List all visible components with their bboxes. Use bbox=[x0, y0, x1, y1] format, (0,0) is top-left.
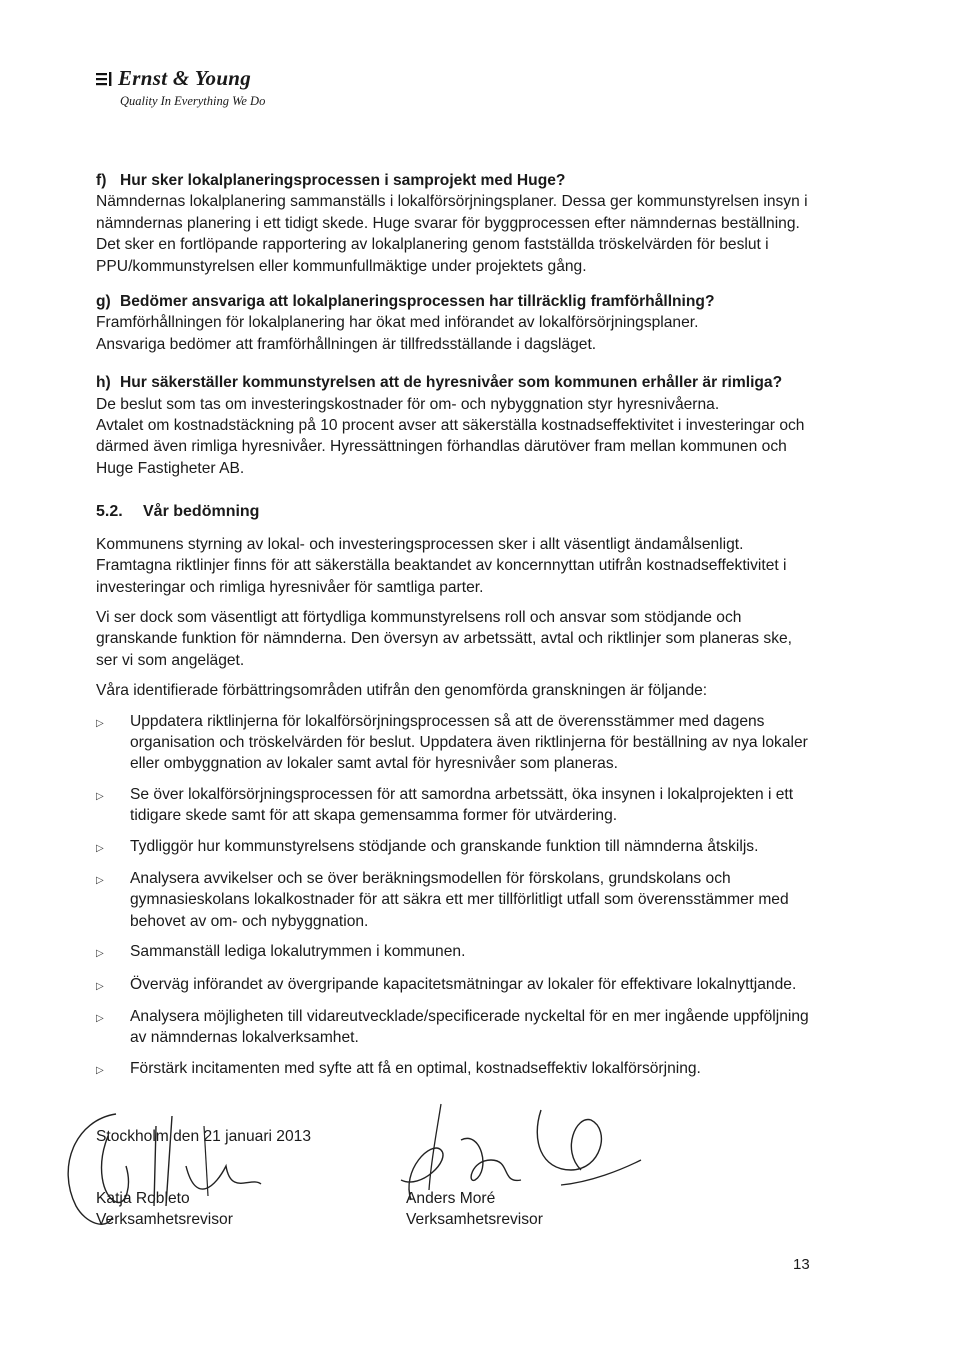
list-item-text: Analysera avvikelser och se över beräkningsmodellen för förskolans, grundskolans och gymnasieskolans lokalkostnader för att säkra ett mer tillförlitligt utfall som överensstämmer med behovet av om- och nybyggnation. bbox=[130, 869, 789, 930]
list-item bbox=[96, 784, 812, 827]
page-number: 13 bbox=[793, 1256, 810, 1273]
bullet-arrow-icon: ▷ bbox=[96, 948, 104, 960]
place-date: Stockholm den 21 januari 2013 bbox=[96, 1128, 311, 1145]
signer-1-title: Verksamhetsrevisor bbox=[96, 1211, 233, 1228]
list-item-text: Se över lokalförsörjningsprocessen för att samordna arbetssätt, öka insynen i lokalprojekten i ett tidigare skede samt för att skapa gemensamma former för utvärdering. bbox=[130, 785, 794, 825]
brand-tagline: Quality In Everything We Do bbox=[120, 94, 266, 108]
bullet-arrow-icon: ▷ bbox=[96, 980, 104, 992]
bullet-arrow-icon: ▷ bbox=[96, 1064, 104, 1076]
list-item-text: Förstärk incitamenten med syfte att få en optimal, kostnadseffektiv lokalförsörjning. bbox=[130, 1059, 701, 1077]
assessment-heading bbox=[96, 501, 812, 522]
document-body bbox=[96, 170, 812, 1090]
list-item-text: Sammanställ lediga lokalutrymmen i kommunen. bbox=[130, 943, 466, 961]
section-f-label: f) bbox=[96, 172, 107, 189]
section-g-text-1: Framförhållningen för lokalplanering har ökat med införandet av lokalförsörjningsplaner. bbox=[96, 314, 699, 332]
section-g-heading bbox=[96, 291, 812, 312]
bullet-arrow-icon: ▷ bbox=[96, 874, 104, 886]
assessment-title: Vår bedömning bbox=[143, 503, 260, 521]
bullet-arrow-icon: ▷ bbox=[96, 842, 104, 854]
improvement-list bbox=[96, 711, 812, 1082]
section-g-text-2: Ansvariga bedömer att framförhållningen är tillfredsställande i dagsläget. bbox=[96, 335, 597, 353]
section-h-heading bbox=[96, 372, 812, 393]
assessment-paragraph: Vi ser dock som väsentligt att förtydliga kommunstyrelsens roll och ansvar som stödjande och granskande funktion för nämnderna. Den översyn av arbetssätt, avtal och riktlinjer som planeras ske, ser vi som angeläget. bbox=[96, 608, 793, 669]
ey-logo-mark-icon bbox=[96, 71, 114, 87]
ey-logo bbox=[96, 66, 265, 109]
section-h-label: h) bbox=[96, 374, 111, 392]
list-item-text: Uppdatera riktlinjerna för lokalförsörjningsprocessen så att de överensstämmer med dagens organisation och tröskelvärden för beslut. Uppdatera även riktlinjerna för beställning av nya lokaler eller ombyggnation av lokaler samt avtal för hyresnivåer som planeras. bbox=[130, 712, 808, 773]
signature-block bbox=[96, 1128, 816, 1238]
section-h-heading-text: Hur säkerställer kommunstyrelsen att de hyresnivåer som kommunen erhåller är rimliga? bbox=[120, 374, 783, 392]
assessment-number: 5.2. bbox=[96, 503, 123, 521]
brand-name: Ernst & Young bbox=[118, 66, 252, 90]
list-item bbox=[96, 1006, 812, 1049]
section-g-heading-text: Bedömer ansvariga att lokalplaneringsprocessen har tillräcklig framförhållning? bbox=[120, 293, 715, 311]
section-g-label: g) bbox=[96, 293, 111, 311]
list-item bbox=[96, 711, 812, 775]
list-item bbox=[96, 868, 812, 932]
bullet-arrow-icon: ▷ bbox=[96, 790, 104, 802]
list-item bbox=[96, 836, 812, 859]
list-item bbox=[96, 941, 812, 964]
list-item bbox=[96, 1058, 812, 1081]
signer-2-title: Verksamhetsrevisor bbox=[406, 1211, 543, 1228]
bullet-arrow-icon: ▷ bbox=[96, 717, 104, 729]
section-f-heading-text: Hur sker lokalplaneringsprocessen i samprojekt med Huge? bbox=[120, 172, 566, 189]
list-item bbox=[96, 974, 812, 997]
bullet-arrow-icon: ▷ bbox=[96, 1013, 104, 1024]
section-f-heading bbox=[96, 170, 812, 191]
section-h-text-2: Avtalet om kostnadstäckning på 10 procent avser att säkerställa kostnadseffektivitet i investeringar och därmed även rimliga hyresnivåer. Hyressättningen förhandlas därutöver fram mellan kommunen och Huge Fastigheter AB. bbox=[96, 417, 805, 477]
section-f-text: Nämndernas lokalplanering sammanställs i lokalförsörjningsplaner. Dessa ger kommunstyrelsen insyn i nämndernas planering i ett tidigt skede. Huge svarar för byggprocessen efter nämndernas beställning. Det sker en fortlöpande rapportering av lokalplanering genom fastställda tröskelvärden för beslut i PPU/kommunstyrelsen eller kommunfullmäktige under projektets gång. bbox=[96, 193, 808, 275]
assessment-paragraph: Kommunens styrning av lokal- och investeringsprocessen sker i allt väsentligt ändamålsenligt. Framtagna riktlinjer finns för att säkerställa beaktandet av koncernnyttan utifrån kostnadseffektivitet i investeringar och rimliga hyresnivåer för samtliga parter. bbox=[96, 535, 787, 596]
signer-2-name: Anders Moré bbox=[406, 1190, 496, 1207]
list-item-text: Analysera möjligheten till vidareutveckladе/specificerade nyckeltal för en mer ingående uppföljning av nämndernas lokalverksamhet. bbox=[130, 1008, 809, 1047]
assessment-paragraph: Våra identifierade förbättringsområden utifrån den genomförda granskningen är följande: bbox=[96, 682, 708, 700]
section-h-text-1: De beslut som tas om investeringskostnader för om- och nybyggnation styr hyresnivåerna. bbox=[96, 395, 720, 413]
list-item-text: Tydliggör hur kommunstyrelsens stödjande och granskande funktion till nämnderna åtskiljs. bbox=[130, 837, 759, 855]
signer-1-name: Katja Robleto bbox=[96, 1190, 190, 1207]
list-item-text: Överväg införandet av övergripande kapacitetsmätningar av lokaler för effektivare lokalnyttjande. bbox=[130, 975, 797, 993]
